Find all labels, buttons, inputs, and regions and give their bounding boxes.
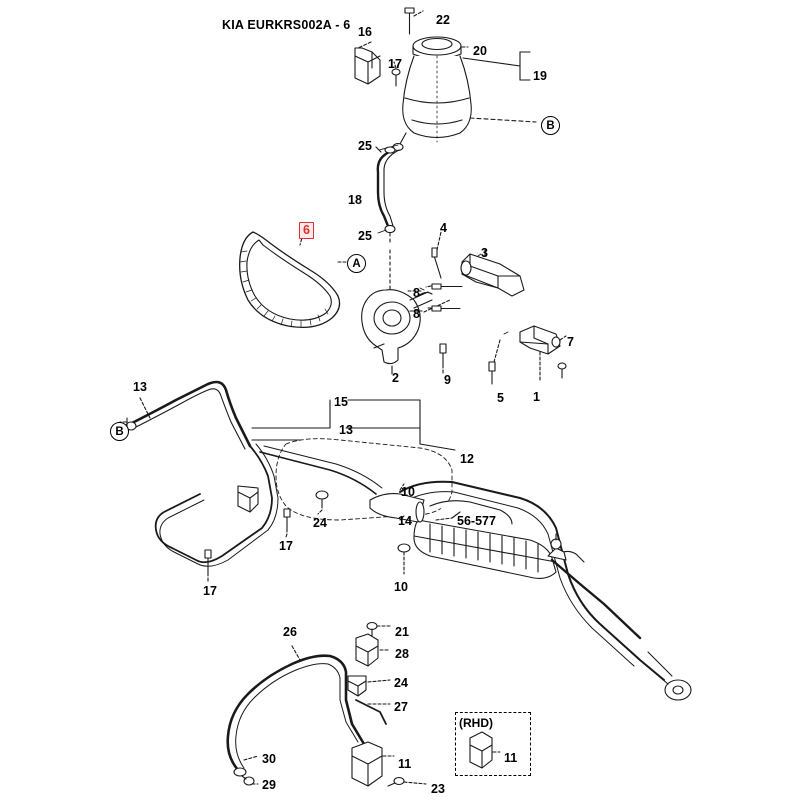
callout-2[interactable]: 2 xyxy=(392,371,399,385)
callout-30[interactable]: 30 xyxy=(262,752,276,766)
callout-56-577[interactable]: 56-577 xyxy=(457,514,496,528)
callout-11-rhd[interactable]: 11 xyxy=(504,751,518,765)
callout-13-left[interactable]: 13 xyxy=(133,380,147,394)
callout-10-upper[interactable]: 10 xyxy=(401,485,415,499)
callout-1[interactable]: 1 xyxy=(533,390,540,404)
callout-24-upper[interactable]: 24 xyxy=(313,516,327,530)
callout-10-lower[interactable]: 10 xyxy=(394,580,408,594)
callout-22[interactable]: 22 xyxy=(436,13,450,27)
callout-19[interactable]: 19 xyxy=(533,69,547,83)
callout-20[interactable]: 20 xyxy=(473,44,487,58)
callout-16[interactable]: 16 xyxy=(358,25,372,39)
callout-9[interactable]: 9 xyxy=(444,373,451,387)
callout-29[interactable]: 29 xyxy=(262,778,276,792)
callout-26[interactable]: 26 xyxy=(283,625,297,639)
callout-23[interactable]: 23 xyxy=(431,782,445,796)
callout-4[interactable]: 4 xyxy=(440,221,447,235)
callout-11-main[interactable]: 11 xyxy=(398,757,412,771)
callout-25-upper[interactable]: 25 xyxy=(358,139,372,153)
callout-14[interactable]: 14 xyxy=(398,514,412,528)
callout-17-mid[interactable]: 17 xyxy=(279,539,293,553)
callout-17[interactable]: 17 xyxy=(388,57,402,71)
callout-27[interactable]: 27 xyxy=(394,700,408,714)
rhd-label: (RHD) xyxy=(459,716,493,730)
callout-13-mid[interactable]: 13 xyxy=(339,423,353,437)
callout-25-lower[interactable]: 25 xyxy=(358,229,372,243)
circle-label-b-hose: B xyxy=(110,422,129,441)
callout-5[interactable]: 5 xyxy=(497,391,504,405)
callout-7[interactable]: 7 xyxy=(567,335,574,349)
callout-18[interactable]: 18 xyxy=(348,193,362,207)
callout-8-upper[interactable]: 8 xyxy=(413,286,420,300)
callout-8-lower[interactable]: 8 xyxy=(413,307,420,321)
callout-24-lower[interactable]: 24 xyxy=(394,676,408,690)
callout-15[interactable]: 15 xyxy=(334,395,348,409)
callout-6-highlighted[interactable]: 6 xyxy=(299,222,314,239)
callout-3[interactable]: 3 xyxy=(481,246,488,260)
callout-17-lower[interactable]: 17 xyxy=(203,584,217,598)
page-title: KIA EURKRS002A - 6 xyxy=(222,18,351,32)
circle-label-b-reservoir: B xyxy=(541,116,560,135)
callout-28[interactable]: 28 xyxy=(395,647,409,661)
callout-21[interactable]: 21 xyxy=(395,625,409,639)
callout-12[interactable]: 12 xyxy=(460,452,474,466)
circle-label-a-belt: A xyxy=(347,254,366,273)
